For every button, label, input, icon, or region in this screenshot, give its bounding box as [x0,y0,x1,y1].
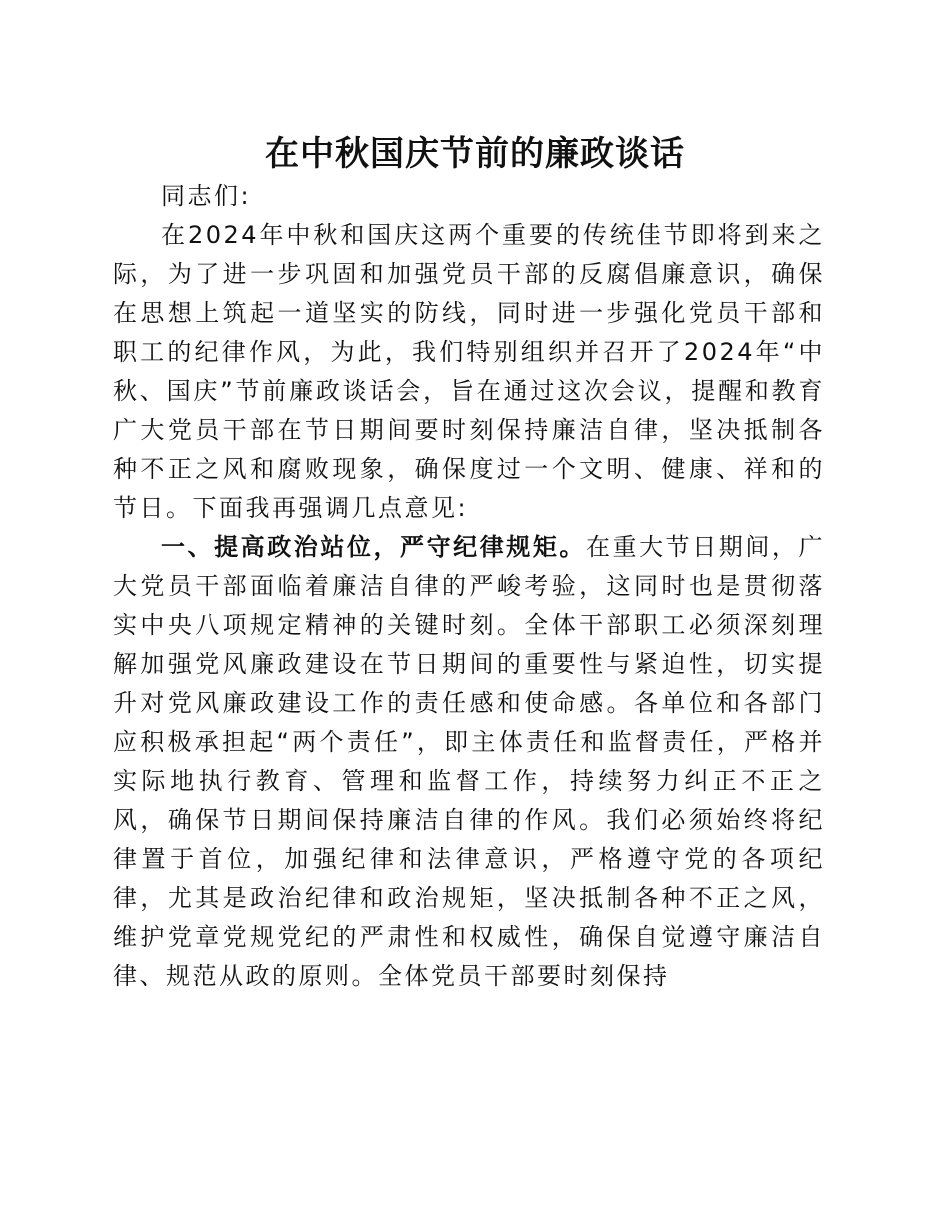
document-body [113,177,825,996]
intro-paragraph: 在2024年中秋和国庆这两个重要的传统佳节即将到来之际，为了进一步巩固和加强党员干部的反腐倡廉意识，确保在思想上筑起一道坚实的防线，同时进一步强化党员干部和职工的纪律作风，为此，我们特别组织并召开了2024年“中秋、国庆”节前廉政谈话会，旨在通过这次会议，提醒和教育广大党员干部在节日期间要时刻保持廉洁自律，坚决抵制各种不正之风和腐败现象，确保度过一个文明、健康、祥和的节日。下面我再强调几点意见: [113,221,825,522]
section-1-heading: 一、提高政治站位，严守纪律规矩。 [161,533,586,561]
section-1-paragraph [113,528,825,996]
salutation: 同志们: [161,182,252,210]
document-title: 在中秋国庆节前的廉政谈话 [265,134,685,174]
section-1-text: 在重大节日期间，广大党员干部面临着廉洁自律的严峻考验，这同时也是贯彻落实中央八项规定精神的关键时刻。全体干部职工必须深刻理解加强党风廉政建设在节日期间的重要性与紧迫性，切实提升对党风廉政建设工作的责任感和使命感。各单位和各部门应积极承担起“两个责任”，即主体责任和监督责任，严格并实际地执行教育、管理和监督工作，持续努力纠正不正之风，确保节日期间保持廉洁自律的作风。我们必须始终将纪律置于首位，加强纪律和法律意识，严格遵守党的各项纪律，尤其是政治纪律和政治规矩，坚决抵制各种不正之风，维护党章党规党纪的严肃性和权威性，确保自觉遵守廉洁自律、规范从政的原则。全体党员干部要时刻保持 [113,533,825,990]
